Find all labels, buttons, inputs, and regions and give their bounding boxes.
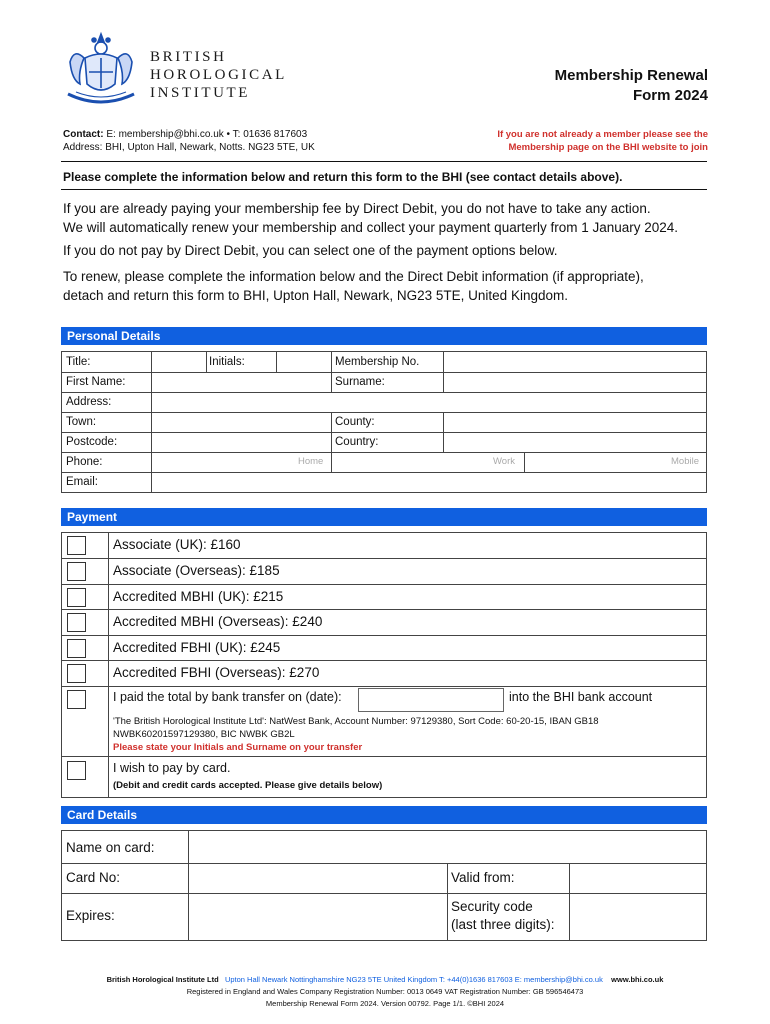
country-label: Country: [335, 436, 379, 448]
bank-transfer-suffix: into the BHI bank account [509, 690, 653, 704]
option-label: Accredited FBHI (UK): £245 [113, 640, 281, 655]
footer-line-1 [0, 974, 770, 986]
security-code-line-2: (last three digits): [451, 917, 555, 932]
card-number-label: Card No: [66, 870, 121, 885]
valid-from-label: Valid from: [451, 870, 515, 885]
transfer-date-field[interactable] [358, 688, 504, 712]
expires-field[interactable] [189, 894, 447, 940]
postcode-label: Postcode: [66, 436, 118, 448]
personal-details-heading: Personal Details [61, 327, 707, 345]
option-checkbox[interactable] [67, 639, 86, 658]
footer-version: Membership Renewal Form 2024. Version 00792. Page 1/1. ©BHI 2024 [265, 999, 505, 1008]
contact-label: Contact: [63, 129, 104, 140]
option-checkbox[interactable] [67, 536, 86, 555]
surname-field[interactable] [444, 372, 706, 392]
option-checkbox[interactable] [67, 664, 86, 683]
title-field[interactable] [152, 352, 206, 372]
phone-home-hint: Home [298, 456, 324, 467]
country-field[interactable] [444, 432, 706, 452]
option-row [62, 585, 706, 609]
title-label: Title: [66, 356, 91, 368]
pay-by-card-checkbox[interactable] [67, 761, 86, 780]
bank-details-line-1: 'The British Horological Institute Ltd': NatWest Bank, Account Number: 97129380, Sort Code: 60-20-15, IBAN GB18 [113, 716, 599, 727]
membership-no-field[interactable] [444, 352, 706, 372]
bank-transfer-label: I paid the total by bank transfer on (date): [113, 690, 342, 704]
form-title-line-1: Membership Renewal [554, 67, 708, 84]
expires-label: Expires: [66, 908, 115, 923]
phone-mobile-field[interactable] [525, 452, 706, 472]
email-field[interactable] [152, 472, 706, 492]
email-label: Email: [66, 476, 98, 488]
county-label: County: [335, 416, 375, 428]
town-label: Town: [66, 416, 97, 428]
option-label: Associate (Overseas): £185 [113, 563, 280, 578]
bank-details-line-2: NWBK60201597129380, BIC NWBK GB2L [113, 729, 295, 740]
security-code-label [451, 898, 555, 934]
option-checkbox[interactable] [67, 613, 86, 632]
name-on-card-field[interactable] [189, 831, 706, 863]
divider [61, 161, 707, 162]
option-label: Accredited FBHI (Overseas): £270 [113, 665, 320, 680]
contact-address: Address: BHI, Upton Hall, Newark, Notts. NG23 5TE, UK [63, 142, 315, 153]
paragraph-renew [63, 267, 723, 305]
option-row [62, 636, 706, 660]
option-checkbox[interactable] [67, 588, 86, 607]
payment-heading: Payment [61, 508, 707, 526]
paragraph-line: We will automatically renew your membership and collect your payment quarterly from 1 January 2024. [63, 220, 679, 235]
first-name-field[interactable] [152, 372, 331, 392]
paragraph-line: To renew, please complete the information below and the Direct Debit information (if appropriate), [63, 269, 644, 284]
pay-by-card-row [62, 757, 706, 797]
form-title [555, 66, 708, 106]
personal-details-table [61, 351, 707, 493]
option-row [62, 533, 706, 558]
footer-org: British Horological Institute Ltd [106, 975, 219, 984]
notice-line-2: Membership page on the BHI website to join [508, 142, 708, 153]
footer-web[interactable]: www.bhi.co.uk [611, 975, 664, 984]
option-label: Accredited MBHI (Overseas): £240 [113, 614, 323, 629]
address-label: Address: [66, 396, 112, 408]
brand-line-1: BRITISH [150, 49, 227, 65]
paragraph-direct-debit [63, 199, 723, 237]
security-code-line-1: Security code [451, 899, 533, 914]
paragraph-line: If you are already paying your membership fee by Direct Debit, you do not have to take any action. [63, 201, 651, 216]
phone-home-field[interactable] [152, 452, 331, 472]
security-code-field[interactable] [570, 894, 706, 940]
option-label: Associate (UK): £160 [113, 537, 241, 552]
county-field[interactable] [444, 412, 706, 432]
footer-registration: Registered in England and Wales Company Registration Number: 0013 0649 VAT Registration Number: GB 596546473 [186, 987, 584, 996]
notice-line-1: If you are not already a member please see the [497, 129, 708, 140]
phone-mobile-hint: Mobile [671, 456, 699, 467]
initials-label: Initials: [209, 356, 245, 368]
valid-from-field[interactable] [570, 864, 706, 893]
town-field[interactable] [152, 412, 331, 432]
phone-work-field[interactable] [332, 452, 524, 472]
contact-info [63, 128, 315, 154]
brand-line-3: INSTITUTE [150, 85, 251, 101]
address-field[interactable] [152, 392, 706, 412]
phone-work-hint: Work [493, 456, 515, 467]
initials-field[interactable] [277, 352, 331, 372]
option-checkbox[interactable] [67, 562, 86, 581]
form-title-line-2: Form 2024 [632, 87, 708, 104]
instruction: Please complete the information below and return this form to the BHI (see contact details above). [63, 170, 623, 184]
bank-transfer-row [62, 687, 706, 756]
brand-name [150, 48, 287, 102]
first-name-label: First Name: [66, 376, 126, 388]
card-details-table [61, 830, 707, 941]
pay-by-card-label: I wish to pay by card. [113, 761, 231, 775]
surname-label: Surname: [335, 376, 385, 388]
footer-address: Upton Hall Newark Nottinghamshire NG23 5TE United Kingdom T: +44(0)1636 817603 E: membership@bhi.co.uk [224, 975, 603, 984]
pay-by-card-note: (Debit and credit cards accepted. Please give details below) [113, 780, 383, 791]
option-row [62, 661, 706, 686]
phone-label: Phone: [66, 456, 103, 468]
card-details-heading: Card Details [61, 806, 707, 824]
brand-line-2: HOROLOGICAL [150, 67, 287, 83]
bank-transfer-note: Please state your Initials and Surname on your transfer [113, 742, 363, 753]
contact-line: E: membership@bhi.co.uk • T: 01636 817603 [103, 129, 308, 140]
option-row [62, 610, 706, 635]
option-row [62, 559, 706, 584]
card-number-field[interactable] [189, 864, 447, 893]
payment-table [61, 532, 707, 798]
bhi-crest-logo [60, 28, 142, 112]
membership-no-label: Membership No. [335, 356, 420, 368]
membership-notice [497, 128, 708, 154]
postcode-field[interactable] [152, 432, 331, 452]
divider [61, 189, 707, 190]
bank-transfer-checkbox[interactable] [67, 690, 86, 709]
option-label: Accredited MBHI (UK): £215 [113, 589, 284, 604]
name-on-card-label: Name on card: [66, 840, 155, 855]
paragraph-line: detach and return this form to BHI, Upton Hall, Newark, NG23 5TE, United Kingdom. [63, 288, 568, 303]
paragraph-options: If you do not pay by Direct Debit, you can select one of the payment options below. [63, 243, 558, 258]
